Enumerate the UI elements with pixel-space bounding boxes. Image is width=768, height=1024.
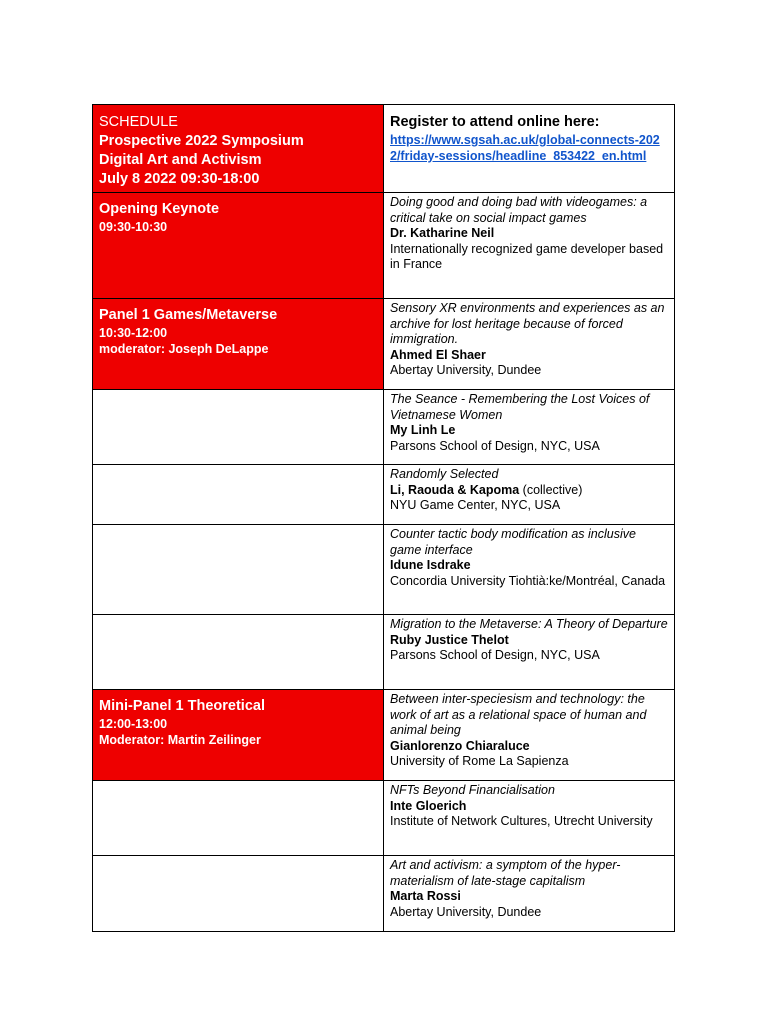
session-title: Opening Keynote [99, 201, 220, 217]
table-row [93, 390, 675, 465]
table-row [93, 525, 675, 615]
session-cell [93, 690, 384, 781]
register-cell [384, 105, 675, 193]
symposium-title: Prospective 2022 Symposium [99, 133, 304, 149]
talk-cell [384, 781, 675, 856]
register-link[interactable]: https://www.sgsah.ac.uk/global-connects-2022/friday-sessions/headline_853422_en.html [390, 133, 660, 163]
talk-affiliation: NYU Game Center, NYC, USA [390, 498, 561, 512]
session-moderator: Moderator: Martin Zeilinger [99, 733, 261, 747]
talk-speaker: Idune Isdrake [390, 558, 471, 572]
talk-affiliation: Parsons School of Design, NYC, USA [390, 648, 600, 662]
table-row [93, 299, 675, 390]
talk-cell [384, 465, 675, 525]
talk-affiliation: Concordia University Tiohtià:ke/Montréal, Canada [390, 573, 666, 588]
table-row [93, 856, 675, 932]
talk-title: NFTs Beyond Financialisation [390, 783, 555, 797]
talk-speaker-name: Li, Raouda & Kapoma [390, 482, 520, 497]
talk-affiliation: Abertay University, Dundee [390, 904, 542, 919]
session-cell [93, 299, 384, 390]
talk-speaker [390, 483, 668, 499]
table-row [93, 193, 675, 299]
symposium-date: July 8 2022 09:30-18:00 [99, 171, 260, 187]
table-row [93, 615, 675, 690]
talk-affiliation: Institute of Network Cultures, Utrecht University [390, 814, 653, 828]
talk-cell [384, 856, 675, 932]
session-moderator: moderator: Joseph DeLappe [99, 342, 269, 356]
empty-cell [93, 525, 384, 615]
talk-speaker: My Linh Le [390, 423, 456, 437]
register-label: Register to attend online here: [390, 114, 600, 130]
session-title: Panel 1 Games/Metaverse [99, 307, 278, 323]
table-row [93, 690, 675, 781]
talk-speaker: Ruby Justice Thelot [390, 632, 509, 647]
talk-title: The Seance - Remembering the Lost Voices of Vietnamese Women [390, 392, 650, 422]
talk-title: Art and activism: a symptom of the hyper-materialism of late-stage capitalism [390, 858, 621, 888]
schedule-label: SCHEDULE [99, 114, 178, 130]
talk-speaker: Marta Rossi [390, 889, 461, 903]
table-row [93, 781, 675, 856]
talk-affiliation: University of Rome La Sapienza [390, 754, 569, 768]
session-time: 10:30-12:00 [99, 326, 168, 340]
talk-affiliation: Internationally recognized game developer based in France [390, 241, 664, 271]
header-row [93, 105, 675, 193]
talk-speaker: Dr. Katharine Neil [390, 226, 495, 240]
empty-cell [93, 856, 384, 932]
talk-speaker: Ahmed El Shaer [390, 347, 486, 362]
session-time: 09:30-10:30 [99, 220, 168, 234]
talk-cell [384, 193, 675, 299]
empty-cell [93, 781, 384, 856]
session-cell [93, 193, 384, 299]
talk-cell [384, 299, 675, 390]
session-time: 12:00-13:00 [99, 717, 168, 731]
talk-title: Doing good and doing bad with videogames: a critical take on social impact games [390, 195, 648, 225]
schedule-header-cell [93, 105, 384, 193]
talk-cell [384, 615, 675, 690]
talk-cell [384, 690, 675, 781]
empty-cell [93, 390, 384, 465]
talk-affiliation: Abertay University, Dundee [390, 363, 542, 377]
talk-speaker-extra: (collective) [519, 482, 583, 497]
table-row [93, 465, 675, 525]
talk-title: Randomly Selected [390, 467, 499, 481]
talk-title: Sensory XR environments and experiences as an archive for lost heritage because of forced immigration. [390, 301, 665, 346]
talk-affiliation: Parsons School of Design, NYC, USA [390, 438, 600, 453]
talk-cell [384, 525, 675, 615]
schedule-table [92, 104, 675, 932]
talk-speaker: Gianlorenzo Chiaraluce [390, 738, 530, 753]
talk-cell [384, 390, 675, 465]
talk-title: Migration to the Metaverse: A Theory of Departure [390, 617, 668, 631]
talk-title: Counter tactic body modification as inclusive game interface [390, 527, 636, 557]
talk-speaker: Inte Gloerich [390, 798, 467, 813]
empty-cell [93, 615, 384, 690]
symposium-subtitle: Digital Art and Activism [99, 152, 262, 168]
session-title: Mini-Panel 1 Theoretical [99, 698, 265, 714]
empty-cell [93, 465, 384, 525]
talk-title: Between inter-speciesism and technology: the work of art as a relational space of human and animal being [390, 692, 647, 737]
